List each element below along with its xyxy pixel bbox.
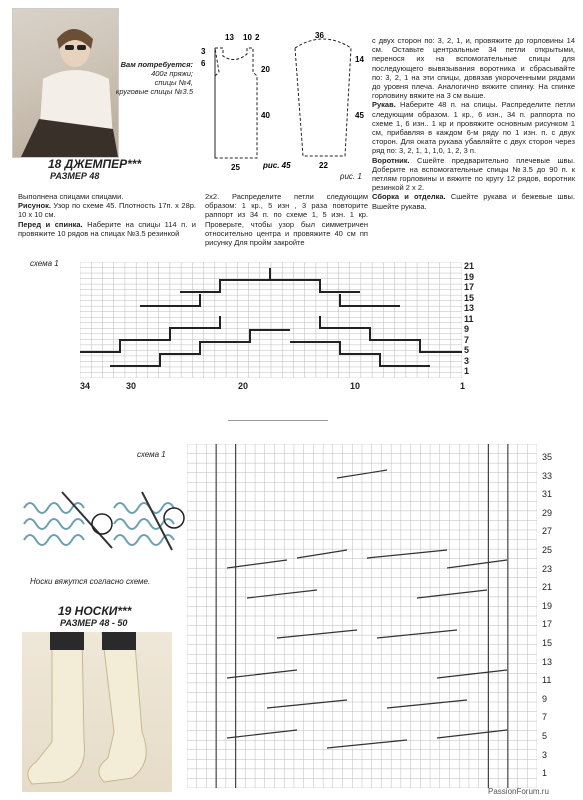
dim-45: 45	[355, 111, 364, 120]
scheme2-grid-line	[437, 730, 507, 738]
scheme2-label: схема 1	[137, 450, 166, 459]
scheme2-row-number: 17	[542, 619, 553, 630]
dim-36: 36	[315, 31, 324, 40]
scheme1-row-number: 19	[464, 271, 475, 282]
scheme1-grid-line	[290, 342, 430, 366]
materials-title: Вам потребуется:	[120, 60, 193, 69]
socks-illustration	[22, 632, 172, 792]
scheme2-grid-line	[437, 670, 507, 678]
dim-13: 13	[225, 33, 234, 42]
dim-22: 22	[319, 161, 328, 170]
watermark: PassionForum.ru	[488, 787, 549, 796]
collar-text: Сшейте предварительно плечевые швы. Доберите на вспомогательные спицы №3.5 до 90 п. к петлям горловины и вяжите по кругу 12 рядов, воротник резинкой 2 x 2.	[372, 155, 575, 193]
scheme1-row-number: 17	[464, 282, 475, 292]
scheme1-row-number: 1	[464, 366, 470, 376]
scheme1-row-number: 7	[464, 334, 470, 345]
scheme1-label: схема 1	[30, 259, 59, 268]
scheme2-grid-line	[227, 670, 297, 678]
scheme2-grid-line	[327, 740, 407, 748]
scheme1-col-number: 30	[126, 381, 137, 391]
scheme2-row-number: 25	[542, 545, 553, 555]
socks-photo	[22, 632, 172, 792]
scheme2-row-number: 7	[542, 712, 548, 723]
scheme2-grid-line	[367, 550, 447, 558]
sleeve-text: Наберите 48 п. на спицы. Распределите петли следующим образом. 1 кр., 6 изн., 34 п. раппорта по схеме 1, 6 изн.. 1 кр и провяжите основным рисунком 1 см, прибавляя в каждом 6-м ряду по 1 изн. п. с двух сторон. Для оката рукава убавляйте с двух сторон через ряд по: 3, 2, 1, 1, 1,0, 1, 2, 3 п.	[372, 100, 576, 156]
scheme2-row-number: 3	[542, 749, 548, 760]
text-column-2	[205, 192, 368, 247]
pattern-diagram	[195, 28, 375, 176]
scheme2-row-number: 35	[542, 452, 553, 462]
scheme1-grid-line	[110, 330, 290, 366]
scheme1-grid-line	[270, 280, 360, 292]
col3-text: с двух сторон по: 3, 2, 1, и, провяжите до горловины 14 см. Оставьте центральные 34 петли открытыми, перенося их на вспомогательные спицы для последующего вывязывания воротника и сбрасывайте по: 3, 2, 1 на эти спицы, довязав укороченными рядами до уровня плеча. Аналогично вяжите спинку. На спинке горловину вяжите на 3 см выше.	[372, 36, 575, 101]
scheme2-row-number: 5	[542, 731, 548, 741]
materials-line-2: спицы №4,	[154, 78, 193, 87]
scheme1-row-number: 11	[464, 313, 474, 324]
scheme2-row-number: 31	[542, 489, 553, 500]
materials-line-1: 400г пряжи;	[151, 69, 193, 78]
dim-25: 25	[231, 163, 240, 172]
assembly-label: Сборка и отделка.	[372, 192, 446, 202]
scheme2-row-number: 27	[542, 526, 553, 537]
scheme2-row-number: 11	[542, 675, 552, 686]
collar-label: Воротник.	[372, 155, 410, 165]
scheme2-row-number: 23	[542, 563, 553, 574]
materials-note	[108, 60, 193, 96]
dim-6: 6	[201, 59, 206, 68]
scheme1-col-number: 1	[460, 381, 466, 391]
text-column-3	[372, 36, 575, 211]
scheme1-row-number: 15	[464, 292, 475, 303]
materials-line-3: круговые спицы №3.5	[115, 87, 193, 96]
scheme1-col-number: 34	[80, 381, 91, 391]
socks-note: Носки вяжутся согласно схеме.	[30, 577, 151, 586]
scheme1-row-number: 5	[464, 345, 470, 355]
scheme2-row-number: 13	[542, 656, 553, 667]
front-label: Перед и спинка.	[18, 219, 83, 229]
item18-title: 18 ДЖЕМПЕР***	[48, 157, 142, 171]
scheme1-row-number: 3	[464, 355, 470, 366]
scheme2-row-number: 9	[542, 693, 548, 704]
dim-40: 40	[261, 111, 270, 120]
text-column-1	[18, 192, 196, 238]
scheme1-col-numbers	[80, 381, 470, 393]
sweater-illustration	[13, 9, 118, 157]
scheme2-grid-line	[227, 730, 297, 738]
item19-title: 19 НОСКИ***	[58, 604, 132, 618]
scheme2-row-number: 29	[542, 507, 553, 518]
sweater-photo	[12, 8, 119, 158]
scheme2-grid-line	[387, 700, 467, 708]
scheme2-row-number: 33	[542, 470, 553, 481]
fig-label: рис. 45	[263, 161, 291, 170]
dim-10: 10	[243, 33, 252, 42]
item18-size: РАЗМЕР 48	[50, 171, 100, 181]
scheme1-col-number: 10	[350, 381, 361, 391]
scheme2-row-number: 1	[542, 768, 548, 779]
item19-size: РАЗМЕР 48 - 50	[60, 618, 128, 628]
pattern-label: Рисунок.	[18, 201, 51, 211]
scheme1-row-number: 21	[464, 261, 475, 271]
scheme2-grid-line	[267, 700, 347, 708]
front-text: Наберите на спицы 114 п. и провяжите 10 рядов на спицах №3.5 резинкой	[18, 219, 196, 238]
scheme2-grid-line	[297, 550, 347, 558]
scheme2-row-number: 15	[542, 638, 553, 648]
scheme2-grid-line	[277, 630, 357, 638]
scheme1-chart	[80, 262, 462, 378]
scheme2-chart	[187, 444, 537, 788]
stitch-illustration	[22, 488, 187, 560]
scheme2-row-number: 21	[542, 582, 553, 593]
fig-caption: рис. 1	[340, 172, 362, 181]
scheme2-grid-line	[377, 630, 457, 638]
scheme1-grid-line	[340, 294, 400, 306]
col2-text: 2x2. Распределите петли следующим образом: 1 кр., 5 изн , 3 раза повторите раппорт из 34 п. по схеме 1, 5 изн. 1 кр. Проверьте, чтобы узор был симметричен относительно центра и провяжите 40 см пп рисунку Для пройм закройте	[205, 192, 368, 248]
scheme2-row-number: 19	[542, 600, 553, 611]
scheme1-col-number: 20	[238, 381, 249, 391]
dim-14: 14	[355, 55, 364, 64]
dim-3: 3	[201, 47, 206, 56]
dim-20: 20	[261, 65, 270, 74]
scheme1-row-number: 13	[464, 303, 475, 313]
sleeve-label: Рукав.	[372, 100, 396, 110]
pattern-text: Узор по схеме 45. Плотность 17п. x 28р. 10 x 10 см.	[18, 201, 196, 220]
scheme1-grid-line	[180, 268, 270, 292]
dim-2: 2	[255, 33, 260, 42]
intro-text: Выполнена спицами спицами.	[18, 192, 124, 201]
assembly-text: Сшейте рукава и бежевые швы. Вшейте рукава.	[372, 192, 576, 211]
divider	[228, 420, 328, 421]
scheme1-row-number: 9	[464, 324, 470, 334]
